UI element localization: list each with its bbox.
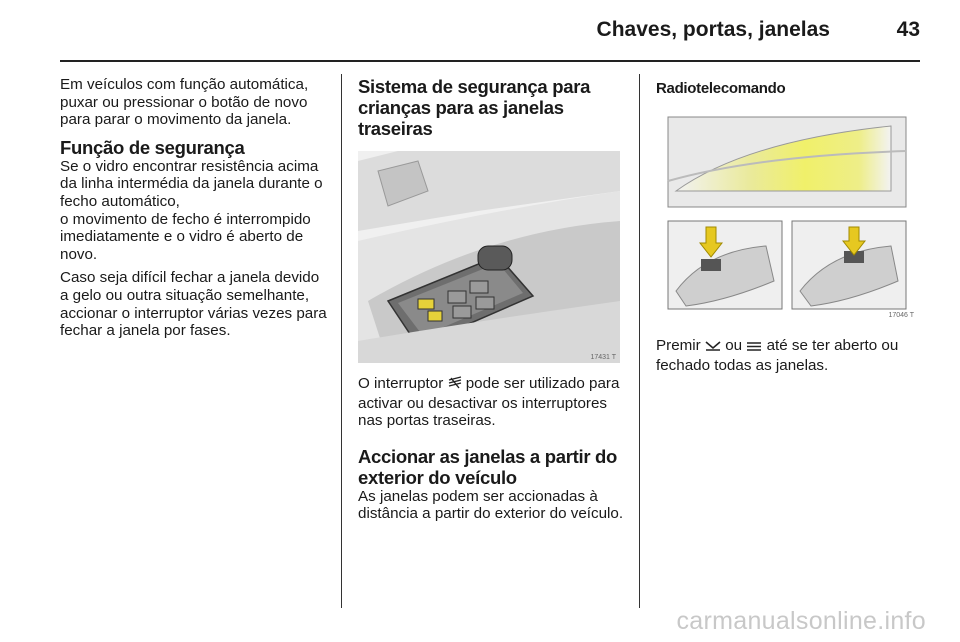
column-left bbox=[60, 76, 328, 346]
remote-heading: Radiotelecomando bbox=[656, 80, 786, 97]
remote-illustration bbox=[656, 111, 918, 321]
press-text-after: até se ter aberto ou fechado todas as janelas. bbox=[656, 337, 899, 374]
child-safety-heading: Sistema de segurança para crianças para as janelas traseiras bbox=[358, 76, 591, 139]
intro-paragraph: Em veículos com função automática, puxar ou pressionar o botão de novo para parar o movimento da janela. bbox=[60, 76, 309, 129]
column-right bbox=[656, 76, 924, 380]
column-divider-1 bbox=[341, 74, 342, 608]
page-title: Chaves, portas, janelas bbox=[596, 18, 830, 41]
remote-figure bbox=[656, 111, 918, 321]
column-middle bbox=[358, 76, 626, 529]
unlock-icon bbox=[705, 339, 721, 357]
figure-code: 17046 T bbox=[888, 312, 914, 319]
press-text-before: Premir bbox=[656, 337, 701, 354]
window-switch-illustration bbox=[358, 151, 620, 363]
press-paragraph bbox=[656, 337, 924, 374]
press-text-or: ou bbox=[725, 337, 743, 354]
watermark: carmanualsonline.info bbox=[676, 607, 926, 635]
window-switch-figure bbox=[358, 151, 620, 363]
switch-paragraph bbox=[358, 375, 626, 430]
child-lock-icon bbox=[448, 376, 462, 395]
safety-paragraph-2: Caso seja difícil fechar a janela devido a gelo ou outra situação semelhante, accionar o interruptor várias vezes para fechar a janela por fases. bbox=[60, 269, 327, 340]
page-number: 43 bbox=[896, 18, 920, 41]
switch-text-before: O interruptor bbox=[358, 375, 444, 392]
exterior-heading: Accionar as janelas a partir do exterior do veículo bbox=[358, 445, 618, 488]
switch-text-after: pode ser utilizado para activar ou desactivar os interruptores nas portas traseiras. bbox=[358, 375, 620, 430]
figure-code: 17431 T bbox=[590, 354, 616, 361]
safety-heading: Função de segurança bbox=[60, 136, 245, 158]
header-rule bbox=[60, 60, 920, 62]
exterior-paragraph: As janelas podem ser accionadas à distância a partir do exterior do veículo. bbox=[358, 487, 624, 523]
safety-paragraph-1b: o movimento de fecho é interrompido imediatamente e o vidro é aberto de novo. bbox=[60, 210, 311, 263]
safety-paragraph-1a: Se o vidro encontrar resistência acima da linha intermédia da janela durante o fecho automático, bbox=[60, 157, 323, 210]
column-divider-2 bbox=[639, 74, 640, 608]
lock-icon bbox=[746, 339, 762, 357]
